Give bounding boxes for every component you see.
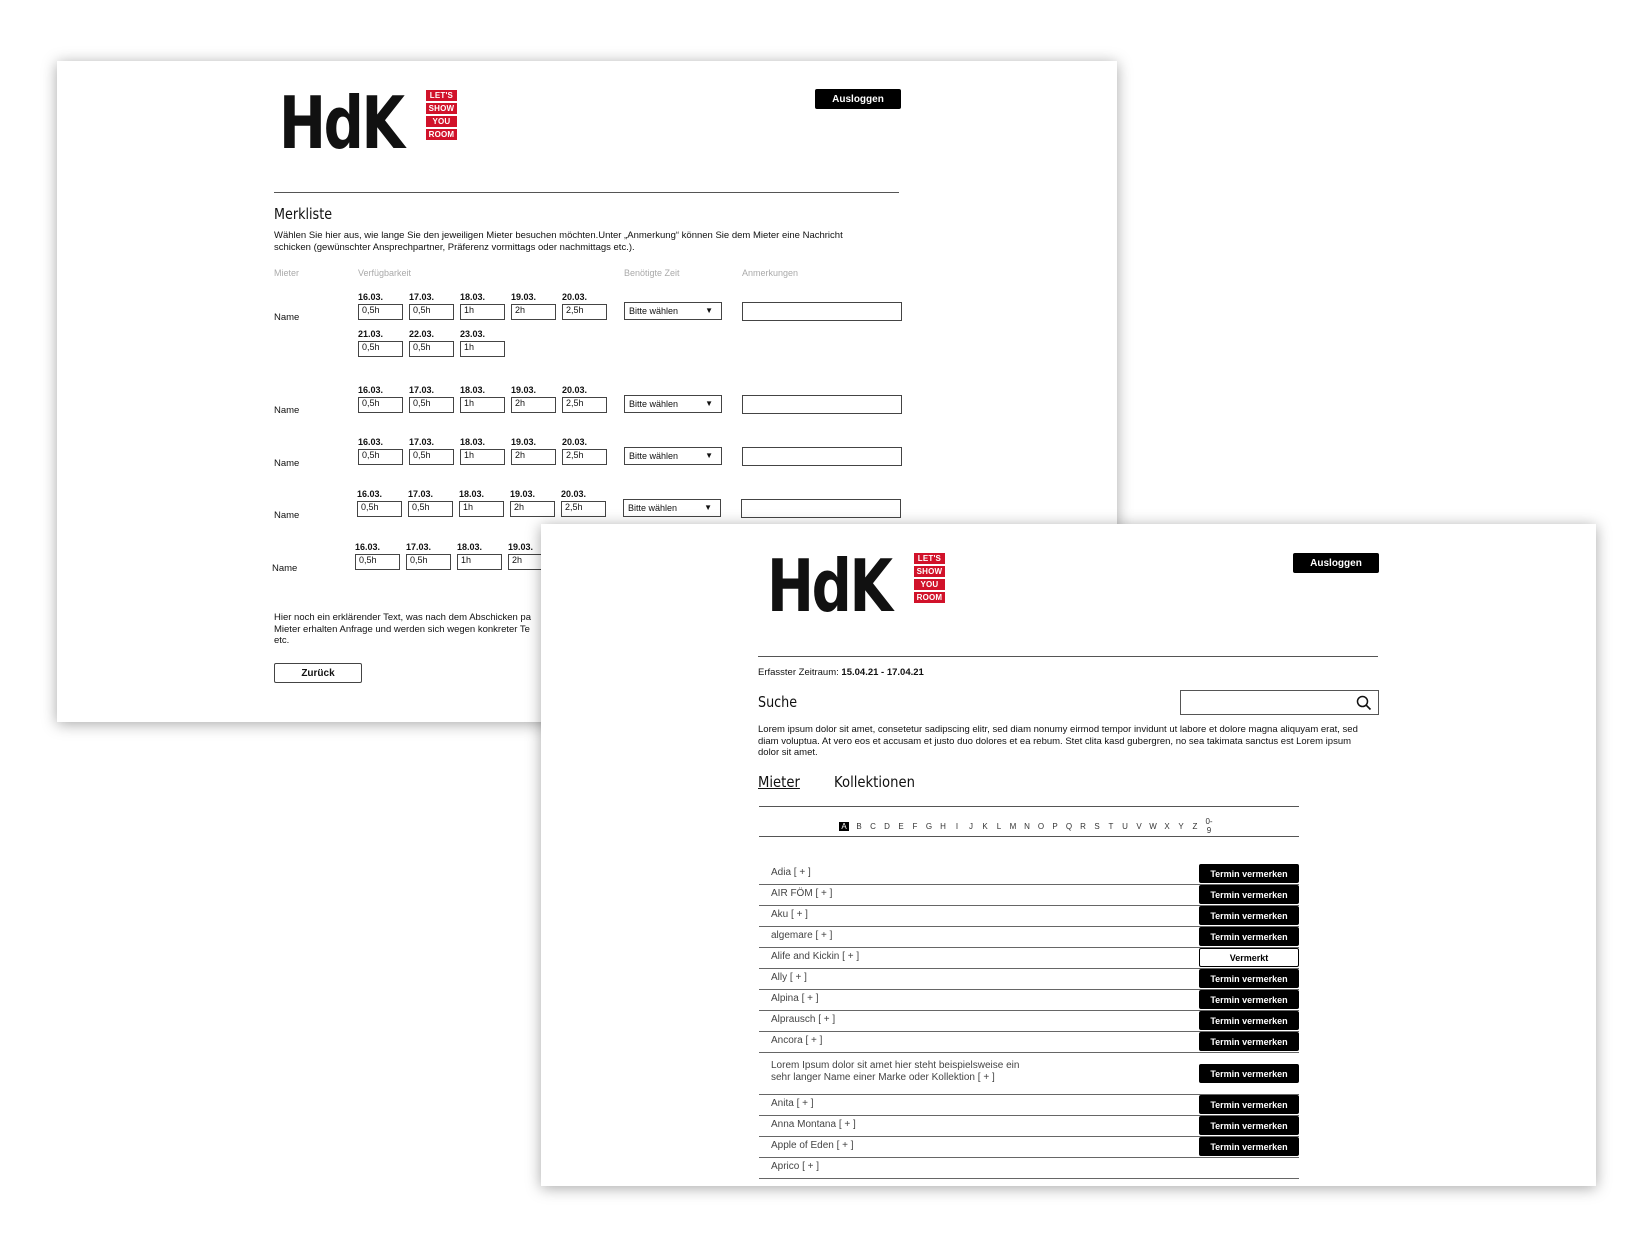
availability-grid [357, 488, 606, 525]
search-intro-text: Lorem ipsum dolor sit amet, consetetur sadipscing elitr, sed diam nonumy eirmod tempor invidunt ut labore et dolore magna aliquyam erat, sed diam voluptua. At vero eos et accusam et justo duo dolores et ea rebum. Stet clita kasd gubergren, no sea takimata sanctus est Lorem ipsum dolor sit amet. [758, 724, 1358, 758]
alphabet-letter-0-9[interactable]: 0-9 [1205, 817, 1213, 835]
list-item [759, 947, 1299, 969]
termin-vermerken-button[interactable]: Termin vermerken [1199, 990, 1299, 1009]
date-label: 16.03. [358, 292, 384, 302]
alphabet-letter-p[interactable]: P [1052, 821, 1058, 831]
alphabet-letter-o[interactable]: O [1037, 821, 1045, 831]
list-item-name[interactable]: Anita [ + ] [771, 1098, 814, 1109]
time-input[interactable]: 2,5h [562, 449, 607, 465]
date-label: 16.03. [355, 542, 381, 552]
termin-vermerken-button[interactable]: Termin vermerken [1199, 927, 1299, 946]
time-input[interactable]: 2,5h [562, 397, 607, 413]
alphabet-letter-y[interactable]: Y [1178, 821, 1184, 831]
time-input[interactable]: 0,5h [358, 304, 403, 320]
search-input[interactable] [1180, 690, 1379, 715]
list-item-name[interactable]: Alprausch [ + ] [771, 1014, 836, 1025]
column-header-verfuegbarkeit: Verfügbarkeit [358, 268, 412, 278]
time-input[interactable]: 0,5h [358, 397, 403, 413]
list-item-name[interactable]: AIR FÖM [ + ] [771, 888, 833, 899]
time-input[interactable]: 2,5h [562, 304, 607, 320]
termin-vermerken-button[interactable]: Termin vermerken [1199, 1095, 1299, 1114]
date-label: 19.03. [511, 292, 537, 302]
dropdown-arrow-icon: ▼ [705, 451, 713, 460]
search-field[interactable] [1185, 693, 1349, 711]
time-input[interactable]: 0,5h [358, 341, 403, 357]
alphabet-letter-z[interactable]: Z [1192, 821, 1198, 831]
date-label: 21.03. [358, 329, 384, 339]
back-button[interactable]: Zurück [274, 663, 362, 683]
time-input[interactable]: 1h [460, 341, 505, 357]
time-input[interactable]: 0,5h [357, 501, 402, 517]
date-label: 18.03. [460, 292, 486, 302]
list-item [759, 905, 1299, 927]
alphabet-letter-m[interactable]: M [1009, 821, 1017, 831]
list-item [759, 1157, 1299, 1179]
row-name: Name [274, 405, 300, 416]
hdk-logo [279, 81, 457, 165]
time-input[interactable]: 0,5h [406, 554, 451, 570]
list-item [759, 1136, 1299, 1158]
search-screen [541, 524, 1596, 1186]
list-item-name[interactable]: Ancora [ + ] [771, 1035, 823, 1046]
alphabet-letter-f[interactable]: F [912, 821, 918, 831]
list-item [759, 863, 1299, 885]
alphabet-bottom-divider [759, 836, 1299, 837]
date-label: 20.03. [562, 385, 588, 395]
column-header-zeit: Benötigte Zeit [624, 268, 680, 278]
date-label: 20.03. [561, 489, 587, 499]
time-input[interactable]: 0,5h [408, 501, 453, 517]
list-item-name[interactable]: Lorem Ipsum dolor sit amet hier steht beispielsweise ein sehr langer Name einer Marke oder Kollektion [ + ] [771, 1060, 1020, 1083]
time-select[interactable] [624, 395, 722, 413]
alphabet-letter-s[interactable]: S [1094, 821, 1100, 831]
alphabet-letter-r[interactable]: R [1080, 821, 1086, 831]
time-input[interactable]: 0,5h [409, 341, 454, 357]
date-label: 18.03. [460, 437, 486, 447]
list-item [759, 1031, 1299, 1053]
alphabet-letter-q[interactable]: Q [1065, 821, 1073, 831]
termin-vermerken-button[interactable]: Termin vermerken [1199, 864, 1299, 883]
time-select[interactable] [623, 499, 721, 517]
date-label: 17.03. [409, 292, 435, 302]
select-value: Bitte wählen [629, 306, 679, 316]
dropdown-arrow-icon: ▼ [705, 399, 713, 408]
note-input[interactable] [741, 499, 901, 518]
time-input[interactable]: 1h [460, 397, 505, 413]
tab-mieter[interactable]: Mieter [758, 773, 800, 791]
period-value: 15.04.21 - 17.04.21 [841, 667, 924, 678]
intro-text: Wählen Sie hier aus, wie lange Sie den jeweiligen Mieter besuchen möchten.Unter „Anmerkung“ können Sie dem Mieter eine Nachricht schicken (gewünschter Ansprechpartner, Präferenz vormittags oder nachmittags etc.). [274, 230, 843, 253]
date-label: 18.03. [459, 489, 485, 499]
logo-wordmark: HdK [767, 544, 891, 628]
logo-tags [426, 90, 458, 140]
list-item [759, 884, 1299, 906]
date-label: 19.03. [508, 542, 534, 552]
time-input[interactable]: 0,5h [355, 554, 400, 570]
termin-vermerken-button[interactable]: Termin vermerken [1199, 906, 1299, 925]
date-label: 22.03. [409, 329, 435, 339]
alphabet-filter [839, 817, 1213, 835]
list-item [759, 968, 1299, 990]
date-label: 17.03. [408, 489, 434, 499]
page-title: Merkliste [274, 205, 333, 223]
time-input[interactable]: 2h [508, 554, 553, 570]
logo-tag: ROOM [426, 129, 458, 140]
date-label: 16.03. [358, 437, 384, 447]
search-icon[interactable] [1356, 695, 1372, 711]
list-item-name[interactable]: Apple of Eden [ + ] [771, 1140, 854, 1151]
period-info [758, 667, 924, 678]
row-name: Name [274, 312, 300, 323]
alphabet-letter-c[interactable]: C [870, 821, 876, 831]
alphabet-letter-n[interactable]: N [1024, 821, 1030, 831]
hdk-logo [767, 544, 945, 628]
row-name: Name [274, 458, 300, 469]
alphabet-letter-k[interactable]: K [982, 821, 988, 831]
select-value: Bitte wählen [628, 503, 678, 513]
logo-tag: YOU [914, 579, 946, 590]
list-item-name[interactable]: Anna Montana [ + ] [771, 1119, 856, 1130]
dropdown-arrow-icon: ▼ [704, 503, 712, 512]
list-item [759, 1094, 1299, 1116]
list-item [759, 1010, 1299, 1032]
list-item [759, 1052, 1299, 1095]
availability-grid [358, 384, 607, 421]
dropdown-arrow-icon: ▼ [705, 306, 713, 315]
note-input[interactable] [742, 447, 902, 466]
select-value: Bitte wählen [629, 399, 679, 409]
date-label: 19.03. [510, 489, 536, 499]
logo-tag: LET'S [426, 90, 458, 101]
termin-vermerken-button[interactable]: Termin vermerken [1199, 1137, 1299, 1156]
row-name: Name [274, 510, 300, 521]
time-input[interactable]: 2h [510, 501, 555, 517]
date-label: 20.03. [562, 292, 588, 302]
logo-tag: YOU [426, 116, 458, 127]
list-item-name[interactable]: Aku [ + ] [771, 909, 808, 920]
alphabet-letter-l[interactable]: L [996, 821, 1002, 831]
termin-vermerken-button[interactable]: Termin vermerken [1199, 885, 1299, 904]
list-item-name[interactable]: Alpina [ + ] [771, 993, 819, 1004]
date-label: 18.03. [457, 542, 483, 552]
termin-vermerken-button[interactable]: Termin vermerken [1199, 1064, 1299, 1083]
date-label: 16.03. [358, 385, 384, 395]
availability-grid [358, 436, 607, 473]
alphabet-letter-d[interactable]: D [884, 821, 890, 831]
list-item-name[interactable]: Alife and Kickin [ + ] [771, 951, 860, 962]
footer-text: Hier noch ein erklärender Text, was nach dem Abschicken pa Mieter erhalten Anfrage und werden sich wegen konkreter Te etc. [274, 612, 531, 646]
list-item [759, 989, 1299, 1011]
date-label: 23.03. [460, 329, 486, 339]
logo-tags [914, 553, 946, 603]
date-label: 17.03. [409, 437, 435, 447]
alphabet-letter-x[interactable]: X [1164, 821, 1170, 831]
alphabet-letter-g[interactable]: G [925, 821, 933, 831]
time-input[interactable]: 2h [511, 304, 556, 320]
logout-button[interactable]: Ausloggen [1293, 553, 1379, 573]
logo-tag: ROOM [914, 592, 946, 603]
time-input[interactable]: 0,5h [409, 304, 454, 320]
time-input[interactable]: 1h [460, 449, 505, 465]
date-label: 17.03. [409, 385, 435, 395]
time-input[interactable]: 0,5h [409, 449, 454, 465]
logo-tag: SHOW [914, 566, 946, 577]
alphabet-letter-v[interactable]: V [1136, 821, 1142, 831]
note-input[interactable] [742, 302, 902, 321]
date-label: 16.03. [357, 489, 383, 499]
alphabet-letter-u[interactable]: U [1122, 821, 1128, 831]
header-divider [274, 192, 899, 193]
period-label: Erfasster Zeitraum: [758, 667, 839, 678]
date-label: 17.03. [406, 542, 432, 552]
time-input[interactable]: 2,5h [561, 501, 606, 517]
note-input[interactable] [742, 395, 902, 414]
logout-button[interactable]: Ausloggen [815, 89, 901, 109]
time-input[interactable]: 1h [460, 304, 505, 320]
alphabet-letter-w[interactable]: W [1149, 821, 1157, 831]
tab-kollektionen[interactable]: Kollektionen [833, 773, 915, 791]
termin-vermerken-button[interactable]: Termin vermerken [1199, 1011, 1299, 1030]
date-label: 19.03. [511, 385, 537, 395]
time-input[interactable]: 0,5h [409, 397, 454, 413]
list-item-name[interactable]: algemare [ + ] [771, 930, 833, 941]
time-input[interactable]: 2h [511, 397, 556, 413]
termin-vermerken-button[interactable]: Termin vermerken [1199, 1116, 1299, 1135]
time-select[interactable] [624, 302, 722, 320]
logo-tag: LET'S [914, 553, 946, 564]
termin-vermerken-button[interactable]: Termin vermerken [1199, 969, 1299, 988]
header-divider [758, 656, 1378, 657]
alphabet-letter-i[interactable]: I [955, 821, 959, 831]
tab-bar [758, 773, 926, 791]
alphabet-letter-e[interactable]: E [898, 821, 904, 831]
row-name: Name [272, 563, 298, 574]
time-input[interactable]: 1h [459, 501, 504, 517]
alphabet-letter-j[interactable]: J [969, 821, 973, 831]
alphabet-letter-t[interactable]: T [1108, 821, 1114, 831]
alphabet-letter-b[interactable]: B [856, 821, 862, 831]
column-header-anmerkungen: Anmerkungen [742, 268, 799, 278]
vermerkt-button[interactable]: Vermerkt [1199, 948, 1299, 967]
list-item-name[interactable]: Adia [ + ] [771, 867, 811, 878]
logo-tag: SHOW [426, 103, 458, 114]
list-item-name[interactable]: Aprico [ + ] [771, 1161, 820, 1172]
date-label: 20.03. [562, 437, 588, 447]
list-item [759, 1115, 1299, 1137]
column-header-mieter: Mieter [274, 268, 300, 278]
date-label: 19.03. [511, 437, 537, 447]
time-input[interactable]: 1h [457, 554, 502, 570]
alphabet-letter-a[interactable]: A [839, 822, 849, 831]
list-item-name[interactable]: Ally [ + ] [771, 972, 807, 983]
alphabet-top-divider [759, 806, 1299, 807]
availability-grid [358, 291, 607, 365]
date-label: 18.03. [460, 385, 486, 395]
termin-vermerken-button[interactable]: Termin vermerken [1199, 1032, 1299, 1051]
list-item [759, 926, 1299, 948]
logo-wordmark: HdK [279, 81, 403, 165]
search-title: Suche [758, 693, 798, 711]
select-value: Bitte wählen [629, 451, 679, 461]
time-input[interactable]: 0,5h [358, 449, 403, 465]
alphabet-letter-h[interactable]: H [940, 821, 946, 831]
time-input[interactable]: 2h [511, 449, 556, 465]
time-select[interactable] [624, 447, 722, 465]
